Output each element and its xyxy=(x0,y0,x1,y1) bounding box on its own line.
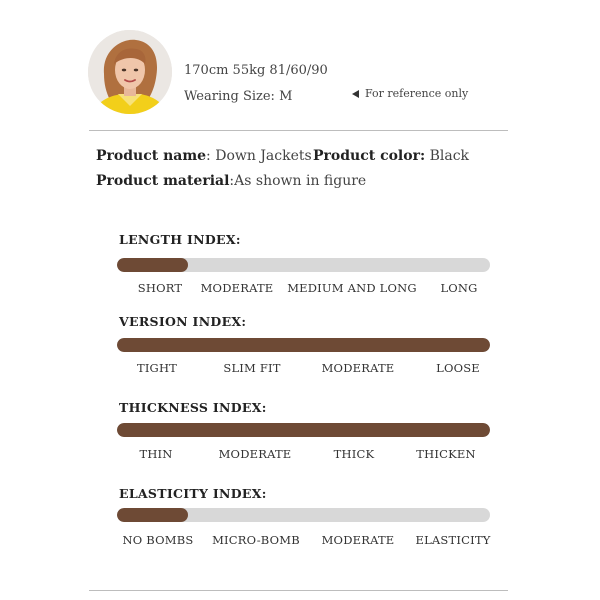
thickness-index-title: THICKNESS INDEX: xyxy=(119,400,267,415)
length-index-fill xyxy=(117,258,188,272)
length-index-title: LENGTH INDEX: xyxy=(119,232,241,247)
version-label-loose: LOOSE xyxy=(436,361,480,375)
thickness-index-track xyxy=(117,423,490,437)
product-material xyxy=(96,174,366,188)
product-color-label: Product color: xyxy=(313,148,426,164)
version-index-fill xyxy=(117,338,490,352)
top-divider xyxy=(89,130,508,131)
version-index-track xyxy=(117,338,490,352)
elasticity-label-moderate: MODERATE xyxy=(321,533,395,547)
thickness-label-thicken: THICKEN xyxy=(416,447,476,461)
model-measurements: 170cm 55kg 81/60/90 xyxy=(184,63,328,78)
version-index-title: VERSION INDEX: xyxy=(119,314,247,329)
length-label-medium-long: MEDIUM AND LONG xyxy=(287,281,417,295)
elasticity-label-micro-bomb: MICRO-BOMB xyxy=(212,533,300,547)
triangle-left-icon xyxy=(352,90,359,98)
thickness-label-thin: THIN xyxy=(139,447,173,461)
elasticity-label-elasticity: ELASTICITY xyxy=(415,533,491,547)
elasticity-index-title: ELASTICITY INDEX: xyxy=(119,486,267,501)
reference-note xyxy=(352,88,468,99)
elasticity-index-track xyxy=(117,508,490,522)
length-label-long: LONG xyxy=(440,281,478,295)
elasticity-label-no-bombs: NO BOMBS xyxy=(122,533,194,547)
product-name-value: : Down Jackets xyxy=(206,148,312,164)
thickness-label-moderate: MODERATE xyxy=(218,447,292,461)
product-color xyxy=(313,149,469,163)
product-material-value: :As shown in figure xyxy=(229,173,367,189)
product-material-label: Product material xyxy=(96,173,230,189)
model-portrait-icon xyxy=(88,30,172,114)
version-label-moderate: MODERATE xyxy=(321,361,395,375)
product-name-label: Product name xyxy=(96,148,207,164)
model-wearing-size: Wearing Size: M xyxy=(184,89,293,104)
version-label-tight: TIGHT xyxy=(136,361,178,375)
model-avatar xyxy=(88,30,172,114)
length-label-short: SHORT xyxy=(137,281,183,295)
elasticity-index-fill xyxy=(117,508,188,522)
length-index-track xyxy=(117,258,490,272)
version-label-slim-fit: SLIM FIT xyxy=(223,361,281,375)
thickness-index-fill xyxy=(117,423,490,437)
bottom-divider xyxy=(89,590,508,591)
reference-note-text: For reference only xyxy=(365,87,469,100)
length-label-moderate: MODERATE xyxy=(200,281,274,295)
thickness-label-thick: THICK xyxy=(333,447,375,461)
product-name xyxy=(96,149,312,163)
product-color-value: Black xyxy=(425,148,470,164)
